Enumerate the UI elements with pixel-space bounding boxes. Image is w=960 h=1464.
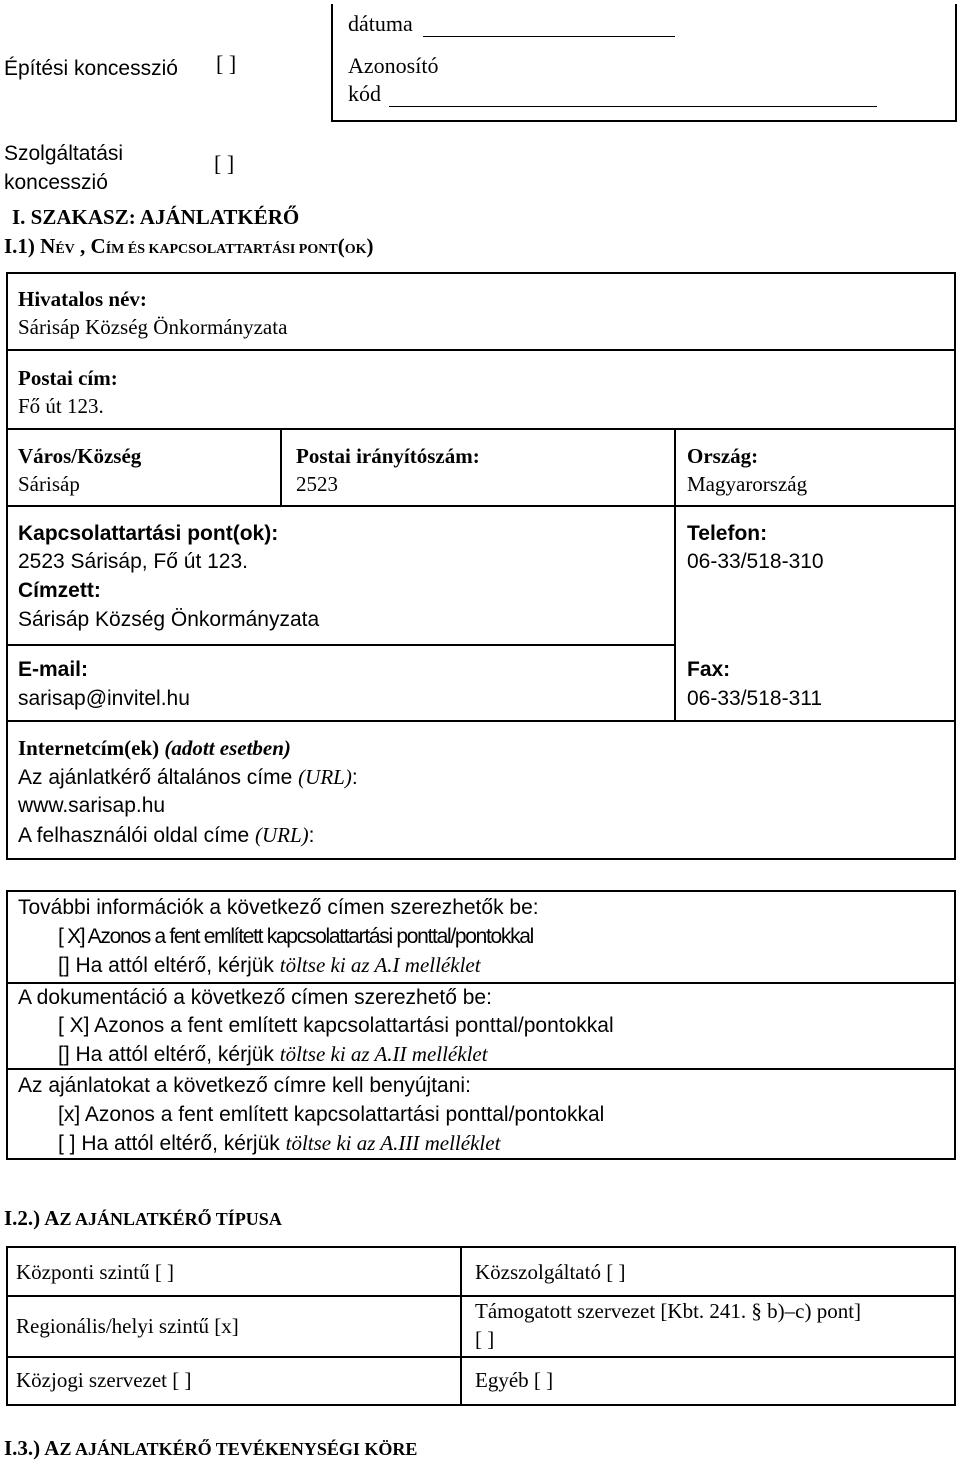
kozponti-szintu-option[interactable]: Központi szintű [ ] [16, 1260, 175, 1284]
further-info-option-other[interactable]: [] Ha attól eltérő, kérjük töltse ki az A.I melléklet [58, 953, 481, 977]
fax-value: 06-33/518-311 [687, 687, 823, 710]
kapcsolattartasi-label: Kapcsolattartási pont(ok): [18, 522, 279, 545]
submission-title: Az ajánlatokat a következő címre kell benyújtani: [18, 1074, 471, 1097]
kozszolgaltato-option[interactable]: Közszolgáltató [ ] [475, 1260, 626, 1284]
section-1-title: I. SZAKASZ: AJÁNLATKÉRŐ [12, 205, 300, 229]
szolgaltatasi-label-2: koncesszió [4, 171, 108, 194]
submission-option-same[interactable]: [x] Azonos a fent említett kapcsolattartási ponttal/pontokkal [58, 1103, 605, 1126]
fax-label: Fax: [687, 658, 731, 681]
id-box-bottom-border [331, 120, 957, 122]
divider [280, 428, 282, 505]
divider [460, 1246, 462, 1406]
email-value[interactable]: sarisap@invitel.hu [18, 687, 190, 710]
further-info-title: További információk a következő címen szerezhetők be: [18, 896, 539, 919]
postai-cim-label: Postai cím: [18, 366, 118, 390]
section-1-3-heading: I.3.) AZ AJÁNLATKÉRŐ TEVÉKENYSÉGI KÖRE [4, 1436, 418, 1460]
cimzett-value: Sárisáp Község Önkormányzata [18, 608, 320, 631]
szolgaltatasi-label-1: Szolgáltatási [4, 142, 124, 165]
szolgaltatasi-koncesszio-checkbox[interactable]: [ ] [214, 151, 235, 176]
divider [6, 505, 956, 507]
email-label: E-mail: [18, 658, 89, 681]
regionalis-helyi-option[interactable]: Regionális/helyi szintű [x] [16, 1314, 239, 1338]
section-1-1-heading: I.1) NÉV , CÍM ÉS KAPCSOLATTARTÁSI PONT(OK) [4, 234, 374, 258]
kapcsolattartasi-value: 2523 Sárisáp, Fő út 123. [18, 550, 248, 573]
internetcim-heading: Internetcím(ek) (adott esetben) [18, 736, 291, 760]
varos-value: Sárisáp [18, 472, 80, 496]
website-url[interactable]: www.sarisap.hu [18, 794, 166, 817]
hivatalos-nev-label: Hivatalos név: [18, 287, 147, 311]
datuma-label: dátuma [348, 11, 413, 36]
section-1-2-heading: I.2.) AZ AJÁNLATKÉRŐ TÍPUSA [4, 1206, 282, 1230]
tamogatott-szervezet-option[interactable]: Támogatott szervezet [Kbt. 241. § b)–c) pont] [475, 1299, 862, 1323]
postai-cim-value: Fő út 123. [18, 394, 104, 418]
divider [674, 428, 676, 720]
egyeb-option[interactable]: Egyéb [ ] [475, 1368, 554, 1392]
tamogatott-szervezet-checkbox[interactable]: [ ] [475, 1327, 495, 1351]
submission-option-other[interactable]: [ ] Ha attól eltérő, kérjük töltse ki az A.III melléklet [58, 1131, 501, 1155]
kod-label: kód [348, 81, 381, 106]
felhasznaloi-oldal-label: A felhasználói oldal címe (URL): [18, 823, 315, 847]
hivatalos-nev-value: Sárisáp Község Önkormányzata [18, 315, 288, 339]
divider [6, 428, 956, 430]
id-box-left-border [331, 4, 333, 122]
divider [6, 720, 956, 722]
iranyitoszam-value: 2523 [296, 472, 338, 496]
epitesi-koncesszio-label: Építési koncesszió [4, 57, 178, 80]
azonosito-kod-field-line[interactable] [389, 106, 877, 107]
further-info-option-same[interactable]: [ X] Azonos a fent említett kapcsolattartási ponttal/pontokkal [58, 925, 534, 948]
azonosito-label: Azonosító [348, 53, 439, 78]
documentation-title: A dokumentáció a következő címen szerezhető be: [18, 986, 492, 1009]
cimzett-label: Címzett: [18, 579, 101, 602]
kozjogi-szervezet-option[interactable]: Közjogi szervezet [ ] [16, 1368, 192, 1392]
orszag-label: Ország: [687, 444, 759, 468]
datuma-field-line[interactable] [423, 36, 675, 37]
epitesi-koncesszio-checkbox[interactable]: [ ] [216, 51, 237, 76]
altalanos-cim-label: Az ajánlatkérő általános címe (URL): [18, 765, 358, 789]
varos-label: Város/Község [18, 444, 142, 468]
iranyitoszam-label: Postai irányítószám: [296, 444, 480, 468]
documentation-option-other[interactable]: [] Ha attól eltérő, kérjük töltse ki az A.II melléklet [58, 1042, 488, 1066]
telefon-label: Telefon: [687, 522, 768, 545]
orszag-value: Magyarország [687, 472, 808, 496]
telefon-value: 06-33/518-310 [687, 550, 824, 573]
divider [6, 349, 956, 351]
divider [6, 644, 674, 646]
divider [6, 1356, 956, 1358]
documentation-option-same[interactable]: [ X] Azonos a fent említett kapcsolattartási ponttal/pontokkal [58, 1014, 614, 1037]
id-box-right-border [955, 4, 957, 122]
